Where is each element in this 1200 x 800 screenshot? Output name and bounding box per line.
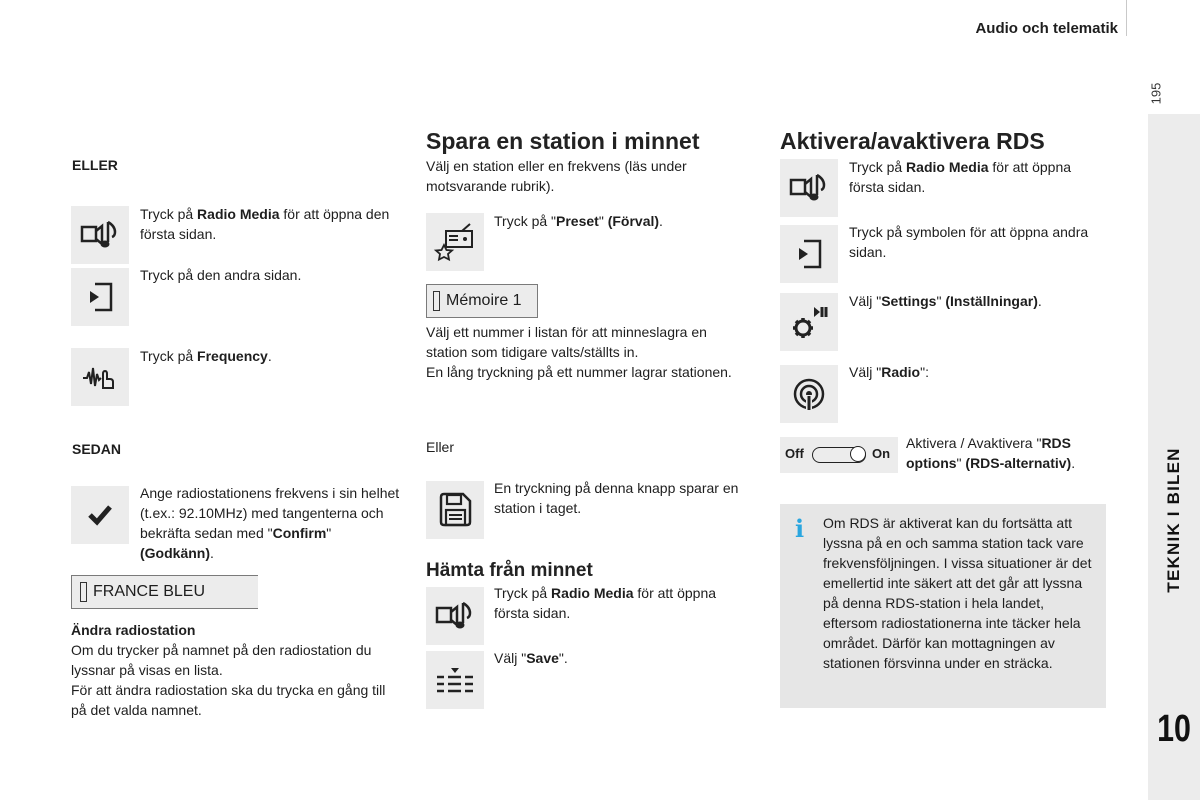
save-station-intro: Välj en station eller en frekvens (läs under motsvarande rubrik).	[426, 158, 687, 194]
fetch-step1-text: Tryck på Radio Media för att öppna första sidan.	[494, 585, 717, 621]
preset-step-text: Tryck på "Preset" (Förval).	[494, 213, 663, 229]
change-station-text: Om du trycker på namnet på den radiostation du lyssnar på visas en lista. För att ändra radiostation ska du trycka en gång till på det valda namnet.	[71, 642, 386, 718]
preset-icon-box	[426, 213, 484, 271]
toggle-knob	[850, 446, 866, 462]
radio-icon-box	[780, 365, 838, 423]
preset-star-icon	[432, 219, 478, 265]
radio-media-icon-box-2	[426, 587, 484, 645]
rds-step1-text: Tryck på Radio Media för att öppna första sidan.	[849, 159, 1072, 195]
display-bar-icon	[80, 582, 87, 602]
settings-icon-box	[780, 293, 838, 351]
radio-media-icon-box	[71, 206, 129, 264]
save-button-text: En tryckning på denna knapp sparar en station i taget.	[494, 480, 739, 516]
radio-media-icon	[786, 165, 832, 211]
col1-step4-text: Ange radiostationens frekvens i sin helhet (t.ex.: 92.10MHz) med tangenterna och bekräfta sedan med "Confirm" (Godkänn).	[140, 485, 400, 561]
page-number: 195	[1148, 82, 1164, 105]
save-floppy-icon-box	[426, 481, 484, 539]
rds-step5-text: Aktivera / Avaktivera "RDS options" (RDS-alternativ).	[906, 435, 1076, 471]
radio-media-icon	[77, 212, 123, 258]
rds-heading: Aktivera/avaktivera RDS	[780, 128, 1045, 154]
col1-step2-text: Tryck på den andra sidan.	[140, 267, 302, 283]
col1-step1-text: Tryck på Radio Media för att öppna den första sidan.	[140, 206, 390, 242]
second-page-icon-box-2	[780, 225, 838, 283]
memory-text: Välj ett nummer i listan för att minneslagra en station som tidigare valts/ställts in. En lång tryckning på ett nummer lagrar stationen.	[426, 324, 732, 380]
header-divider	[1126, 0, 1127, 36]
chapter-number: 10	[1157, 708, 1191, 750]
checkmark-icon	[77, 492, 123, 538]
col1-step3-text: Tryck på Frequency.	[140, 348, 272, 364]
display-bar-icon	[433, 291, 440, 311]
info-icon: i	[795, 514, 805, 543]
rds-step3-text: Välj "Settings" (Inställningar).	[849, 293, 1042, 309]
second-page-icon	[77, 274, 123, 320]
second-page-icon-box	[71, 268, 129, 326]
toggle-on-label: On	[872, 446, 891, 461]
eller-label: ELLER	[72, 157, 118, 173]
list-save-icon-box	[426, 651, 484, 709]
save-step-text: Välj "Save".	[494, 650, 568, 666]
save-station-heading: Spara en station i minnet	[426, 128, 700, 154]
station-display: FRANCE BLEU	[71, 575, 258, 609]
rds-info-text: Om RDS är aktiverat kan du fortsätta att lyssna på en och samma station tack vare frekvensföljningen. I vissa situationer är det emellertid inte säkert att det går att lyssna på denna RDS-station i hela landet, eftersom radiostationerna inte täcker hela området. Därför kan mottagningen av stationen försvinna under en sträcka.	[823, 515, 1092, 671]
rds-step4-text: Välj "Radio":	[849, 364, 929, 380]
section-title: Audio och telematik	[975, 20, 1118, 37]
rds-info-box	[780, 504, 1106, 708]
rds-step2-text: Tryck på symbolen för att öppna andra sidan.	[849, 224, 1089, 260]
toggle-off-label: Off	[785, 446, 804, 461]
radio-broadcast-icon	[786, 371, 832, 417]
radio-media-icon-box-3	[780, 159, 838, 217]
rds-toggle	[780, 437, 898, 473]
change-station-title: Ändra radiostation	[71, 622, 196, 638]
frequency-icon-box	[71, 348, 129, 406]
memory-display: Mémoire 1	[426, 284, 538, 318]
sedan-label: SEDAN	[72, 441, 122, 457]
eller-text: Eller	[426, 439, 455, 455]
floppy-disk-icon	[432, 487, 478, 533]
radio-media-icon	[432, 593, 478, 639]
second-page-icon	[786, 231, 832, 277]
fetch-from-memory-heading: Hämta från minnet	[426, 560, 593, 581]
settings-gear-icon	[786, 299, 832, 345]
confirm-icon-box	[71, 486, 129, 544]
list-icon	[432, 657, 478, 703]
frequency-icon	[77, 354, 123, 400]
